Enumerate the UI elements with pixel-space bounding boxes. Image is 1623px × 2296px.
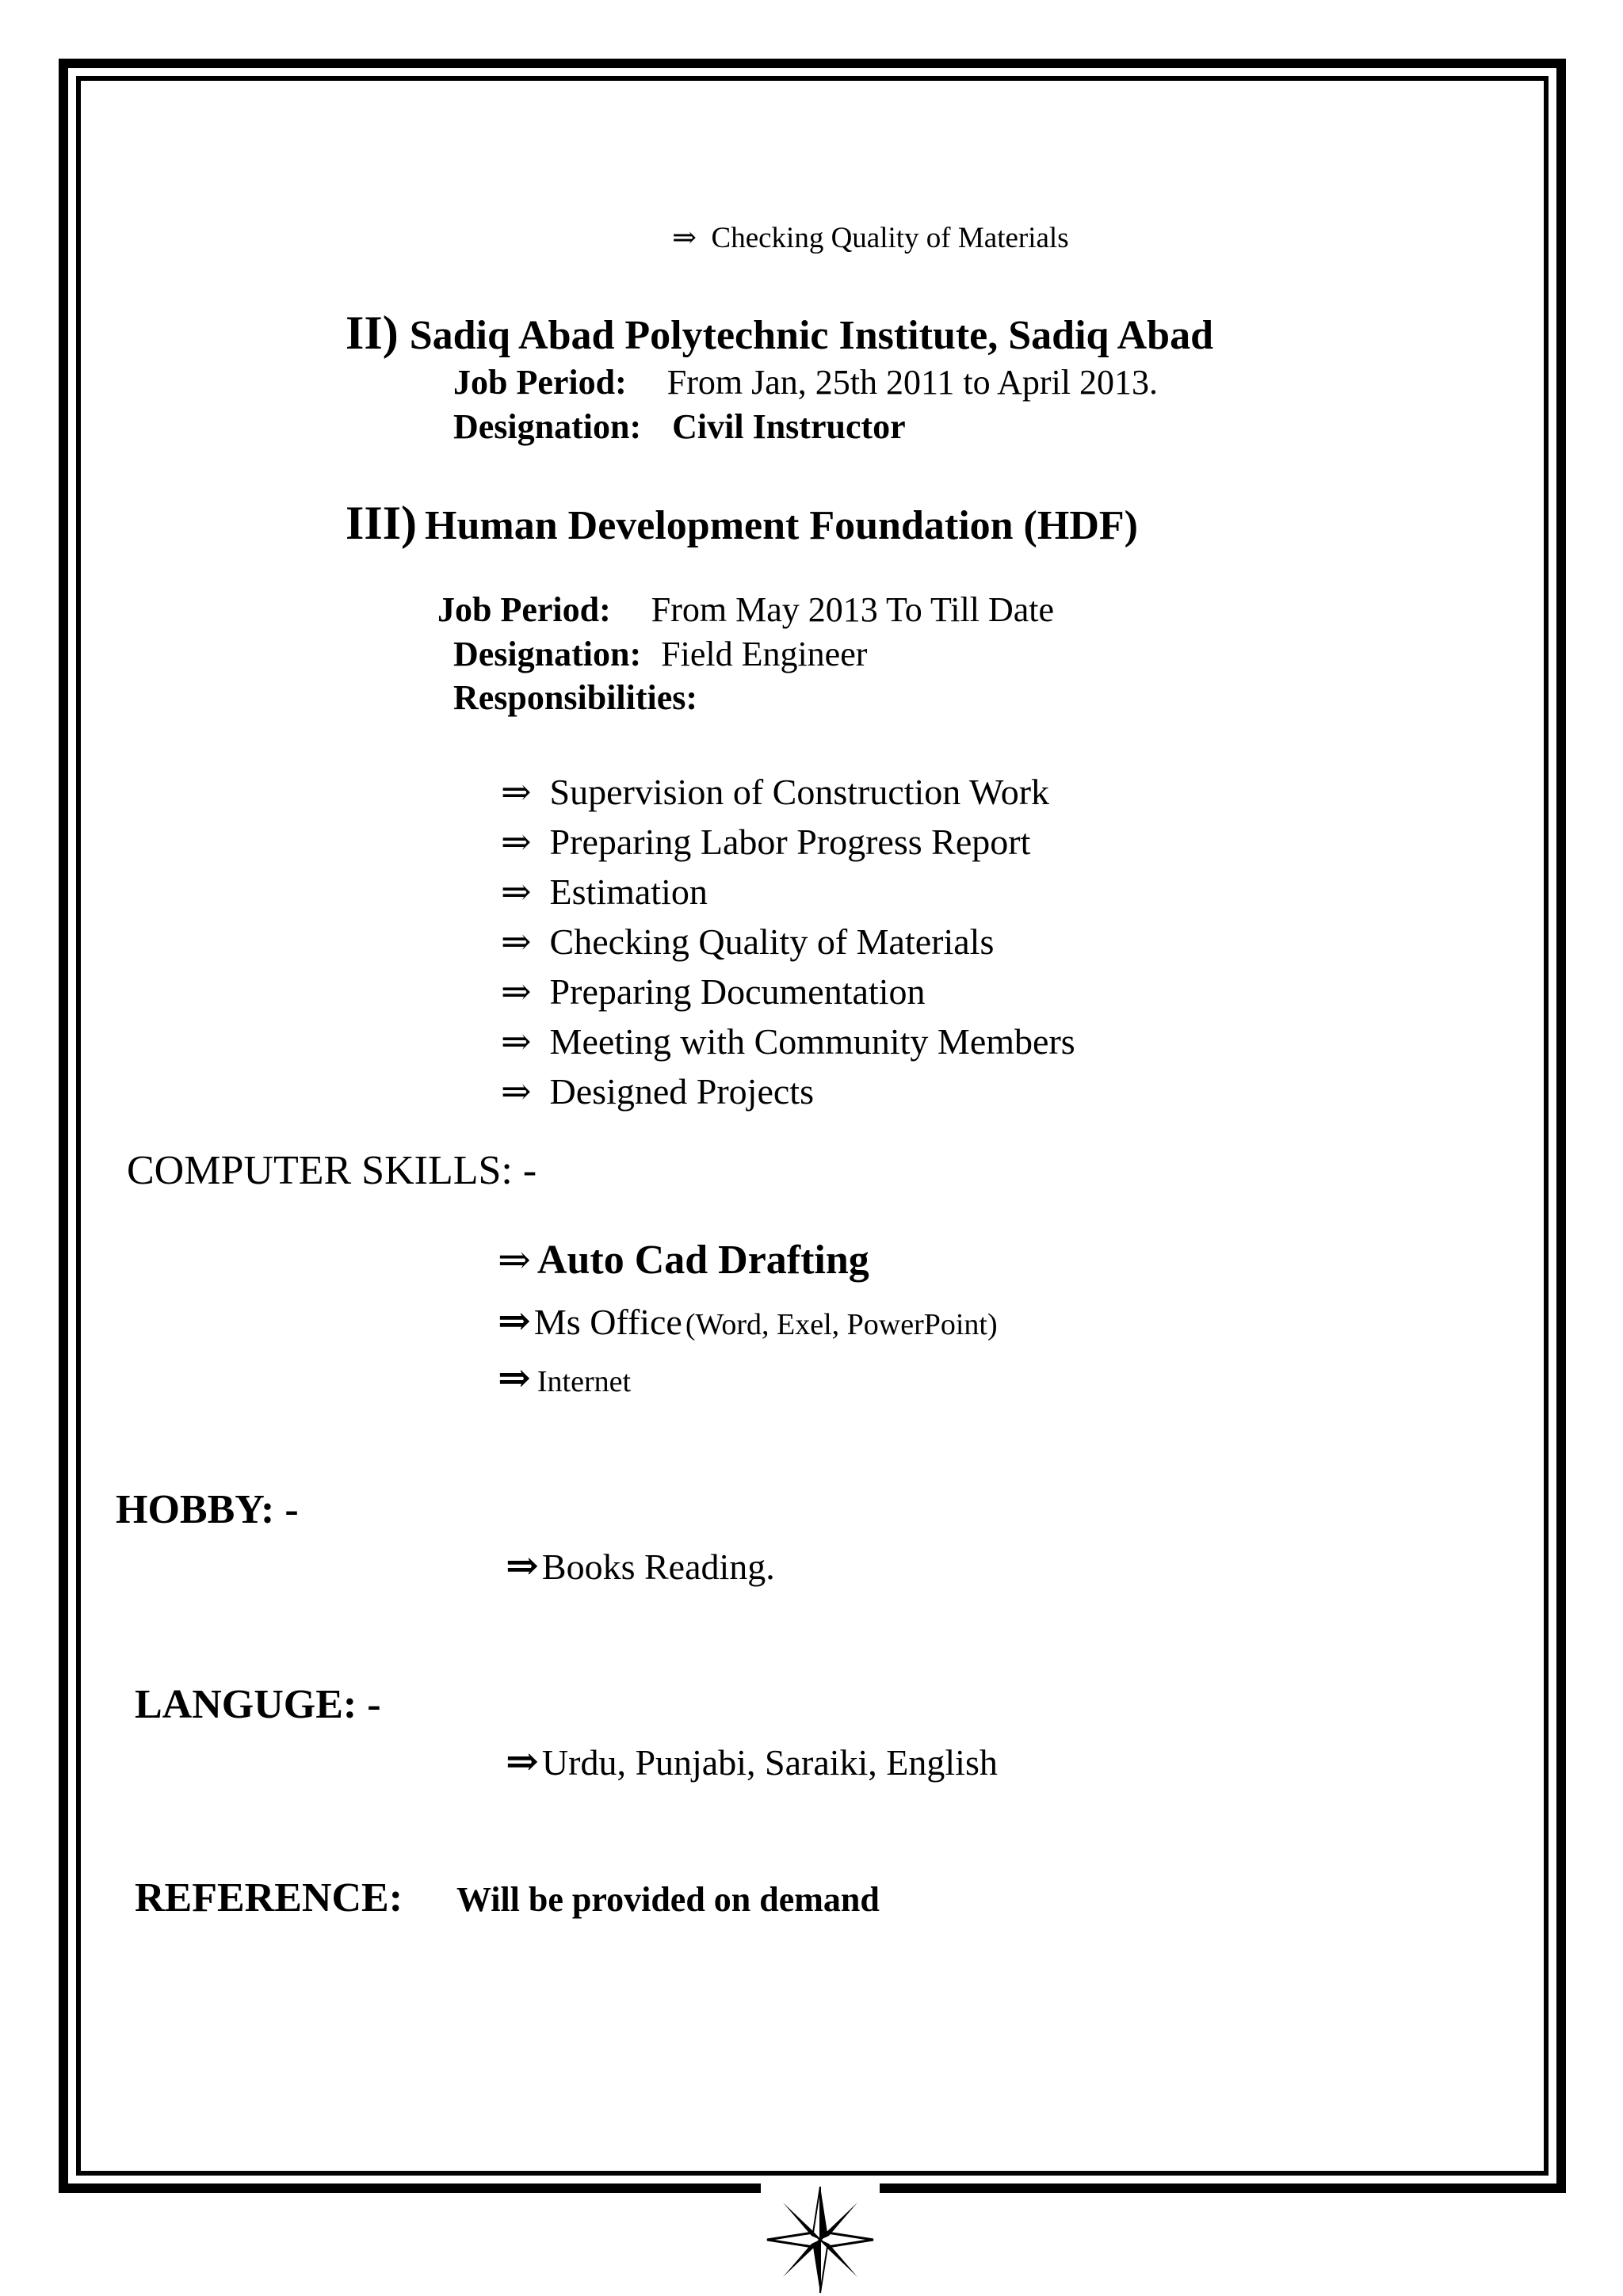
language-item [506,1741,998,1781]
reference-line [135,1875,880,1920]
computer-skills-heading: COMPUTER SKILLS: - [127,1148,537,1193]
compass-star-icon [761,2183,880,2296]
responsibility-item [501,921,995,962]
skill-item [498,1358,631,1398]
responsibility-text: Meeting with Community Members [549,1021,1075,1062]
responsibility-text: Supervision of Construction Work [549,772,1050,812]
job-3-period-value: From May 2013 To Till Date [651,590,1055,629]
skill-text: Ms Office [533,1302,682,1342]
responsibility-text: Preparing Documentation [549,971,926,1012]
continued-item-text: Checking Quality of Materials [711,222,1069,254]
responsibility-item [501,1021,1075,1062]
continued-list-item [672,223,1069,253]
arrow-icon: ⇒ [501,772,532,812]
responsibility-item [501,1071,814,1112]
reference-heading: REFERENCE: [135,1875,403,1920]
responsibility-item [501,774,1049,810]
arrow-icon: ⇒ [501,921,532,962]
job-3-numeral: III) [346,497,418,549]
job-3-heading [346,499,1138,547]
skill-subtext: (Word, Exel, PowerPoint) [685,1308,998,1341]
job-2-period-label: Job Period: [453,363,627,402]
skill-text: Auto Cad Drafting [537,1238,869,1283]
arrow-icon: ⇒ [506,1739,539,1783]
job-3-designation-label: Designation: [453,635,642,673]
arrow-icon: ⇒ [498,1238,531,1282]
responsibility-text: Checking Quality of Materials [549,921,995,962]
responsibility-text: Preparing Labor Progress Report [549,822,1031,862]
arrow-icon: ⇒ [498,1299,531,1343]
language-text: Urdu, Punjabi, Saraiki, English [541,1742,998,1783]
responsibility-text: Designed Projects [549,1071,814,1112]
hobby-text: Books Reading. [541,1547,775,1587]
arrow-icon: ⇒ [501,1021,532,1062]
responsibility-item [501,871,708,912]
arrow-icon: ⇒ [501,1071,532,1112]
hobby-item [506,1543,775,1588]
arrow-icon: ⇒ [506,1543,539,1588]
job-3-period [437,590,1055,629]
arrow-icon: ⇒ [498,1356,531,1400]
job-2-period-value: From Jan, 25th 2011 to April 2013. [666,363,1159,402]
job-3-responsibilities-label: Responsibilities: [453,678,698,717]
job-2-designation [453,407,906,446]
hobby-heading: HOBBY: - [116,1487,299,1532]
job-2-designation-label: Designation: [453,407,642,446]
job-2-heading [346,309,1213,357]
skill-item [498,1240,869,1281]
job-2-period [453,365,1158,400]
skill-item [498,1301,998,1341]
arrow-icon: ⇒ [501,971,532,1012]
skill-text: Internet [537,1365,632,1398]
language-heading: LANGUGE: - [135,1682,381,1727]
responsibility-text: Estimation [549,871,708,912]
job-2-org: Sadiq Abad Polytechnic Institute, Sadiq Abad [409,313,1213,358]
arrow-icon: ⇒ [501,871,532,912]
job-3-period-label: Job Period: [437,590,611,629]
responsibility-item [501,971,926,1012]
arrow-icon: ⇒ [501,822,532,862]
job-3-org: Human Development Foundation (HDF) [425,503,1138,548]
job-3-designation-value: Field Engineer [661,635,868,673]
arrow-icon: ⇒ [672,222,697,254]
job-2-numeral: II) [346,307,399,359]
job-2-designation-value: Civil Instructor [672,407,906,446]
responsibility-item [501,824,1030,860]
reference-value: Will be provided on demand [456,1880,880,1919]
job-3-designation [453,637,867,672]
